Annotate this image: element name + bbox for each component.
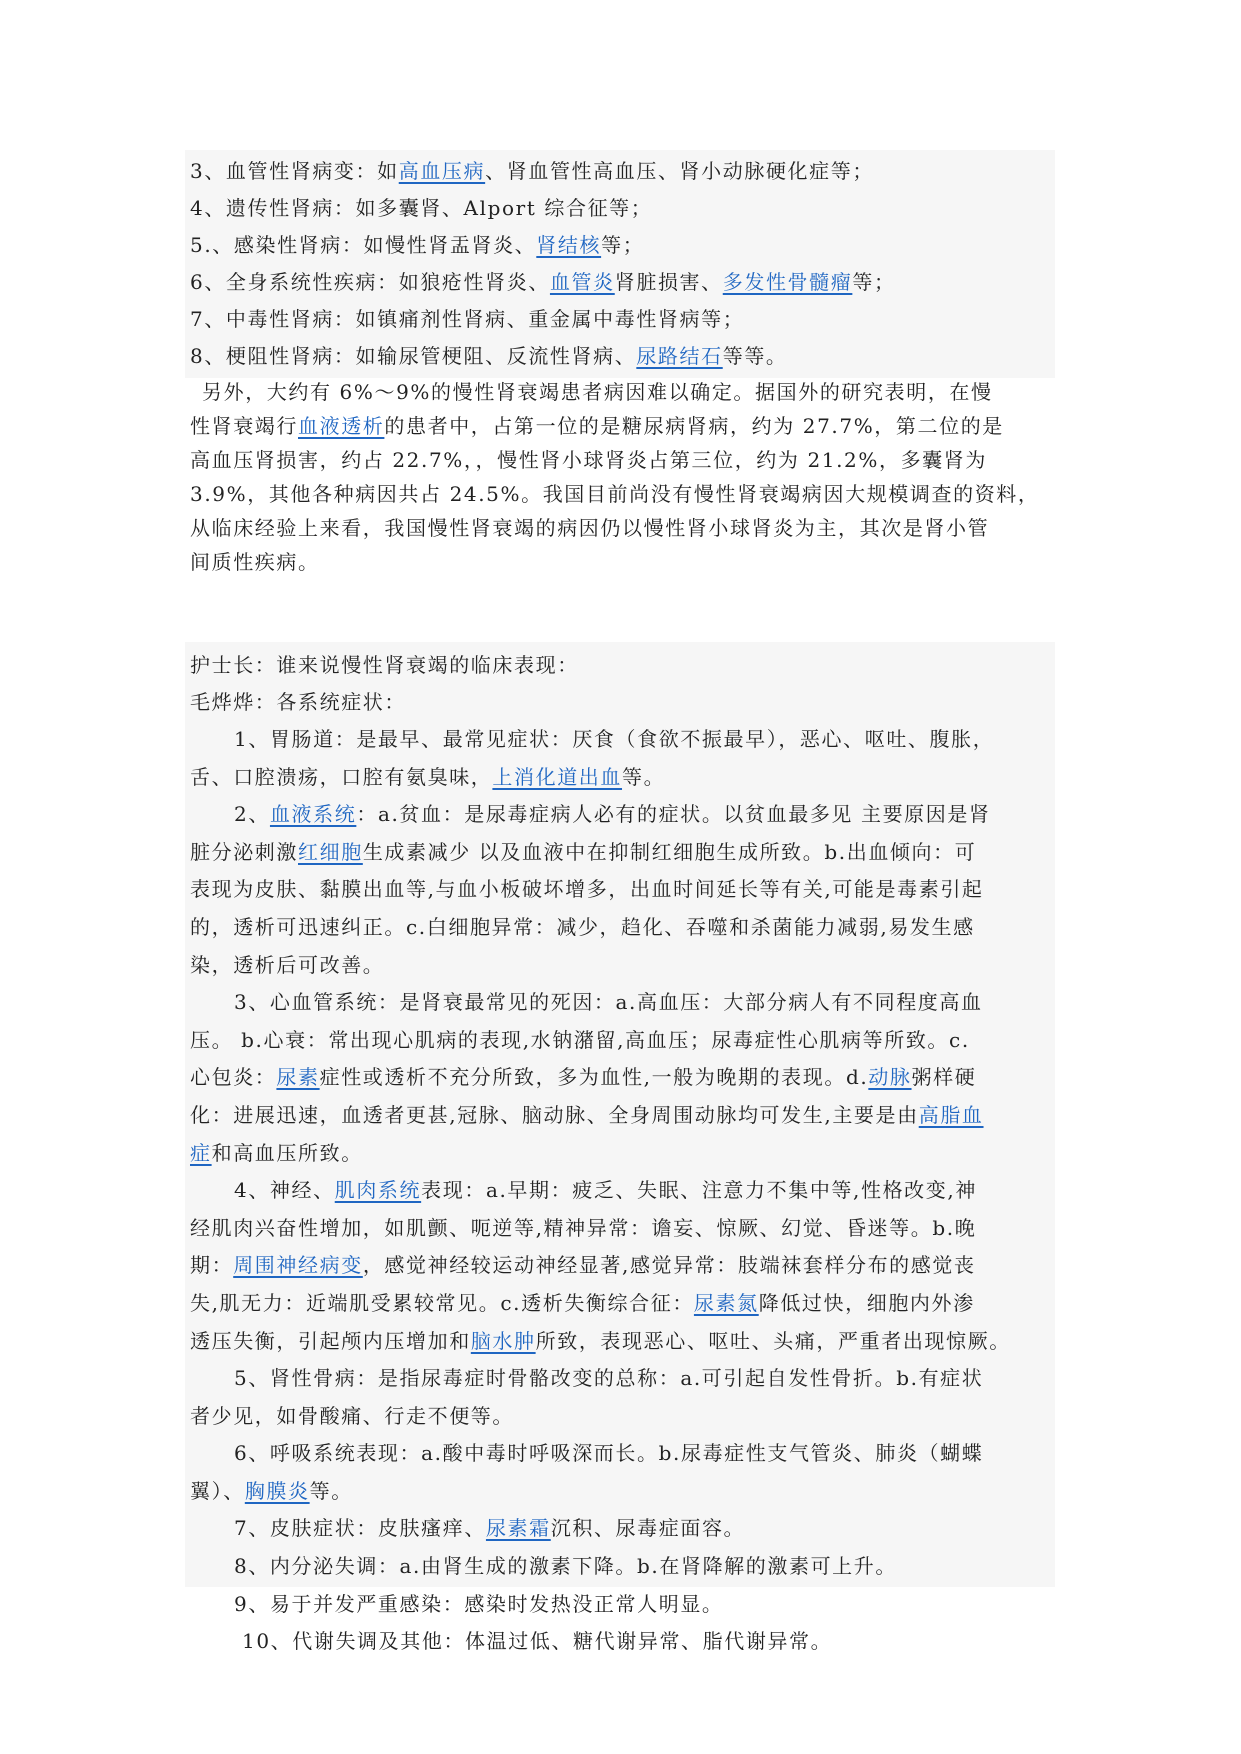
- link-peripheral-neuropathy[interactable]: 周围神经病变: [233, 1253, 363, 1278]
- symptom-line: 1、胃肠道：是最早、最常见症状：厌食（食欲不振最早），恶心、呕吐、腹胀，: [234, 727, 995, 751]
- symptom-line: 的，透析可迅速纠正。c.白细胞异常：减少，趋化、吞噬和杀菌能力减弱,易发生感: [190, 914, 975, 939]
- document-page: [190, 153, 1050, 1661]
- cause-item: 6、全身系统性疾病：如狼疮性肾炎、血管炎肾脏损害、多发性骨髓瘤等；: [190, 270, 896, 294]
- symptom-line: 化：进展迅速，血透者更甚,冠脉、脑动脉、全身周围动脉均可发生,主要是由高脂血: [190, 1102, 984, 1127]
- link-blood-system[interactable]: 血液系统: [269, 802, 357, 827]
- link-hypertension[interactable]: 高血压病: [398, 159, 486, 183]
- symptom-line: 经肌肉兴奋性增加，如肌颤、呃逆等,精神异常：谵妄、惊厥、幻觉、昏迷等。b.晚: [190, 1215, 977, 1240]
- paragraph-line: 另外，大约有 6%～9%的慢性肾衰竭患者病因难以确定。据国外的研究表明，在慢: [202, 380, 993, 404]
- symptom-line: 压。 b.心衰：常出现心肌病的表现,水钠潴留,高血压；尿毒症性心肌病等所致。c.: [190, 1027, 970, 1052]
- symptom-line: 期：周围神经病变，感觉神经较运动神经显著,感觉异常：肢端袜套样分布的感觉丧: [190, 1253, 976, 1278]
- causes-list: [190, 153, 1050, 375]
- paragraph-line: 从临床经验上来看，我国慢性肾衰竭的病因仍以慢性肾小球肾炎为主，其次是肾小管: [190, 516, 990, 540]
- symptom-line: 翼）、胸膜炎等。: [190, 1478, 353, 1503]
- nurse-question: 护士长：谁来说慢性肾衰竭的临床表现：: [190, 653, 579, 677]
- symptom-line: 9、易于并发严重感染：感染时发热没正常人明显。: [234, 1591, 724, 1616]
- symptom-line: 8、内分泌失调：a.由肾生成的激素下降。b.在肾降解的激素可上升。: [234, 1554, 897, 1579]
- link-vasculitis[interactable]: 血管炎: [549, 270, 615, 294]
- link-pleurisy[interactable]: 胸膜炎: [244, 1478, 310, 1503]
- symptom-line: 者少见，如骨酸痛、行走不便等。: [190, 1403, 514, 1428]
- symptom-line: 脏分泌刺激红细胞生成素减少 以及血液中在抑制红细胞生成所致。b.出血倾向：可: [190, 839, 977, 864]
- symptom-line: 4、神经、肌肉系统表现：a.早期：疲乏、失眠、注意力不集中等,性格改变,神: [234, 1178, 977, 1203]
- symptom-line: 10、代谢失调及其他：体温过低、糖代谢异常、脂代谢异常。: [242, 1629, 833, 1654]
- symptom-line: 失,肌无力：近端肌受累较常见。c.透析失衡综合征：尿素氮降低过快，细胞内外渗: [190, 1290, 975, 1315]
- etiology-paragraph: [190, 375, 1050, 579]
- link-gi-bleeding[interactable]: 上消化道出血: [492, 764, 623, 789]
- link-red-blood-cell[interactable]: 红细胞: [298, 839, 363, 864]
- link-hemodialysis[interactable]: 血液透析: [298, 414, 385, 438]
- symptom-line: 2、血液系统：a.贫血：是尿毒症病人必有的症状。以贫血最多见 主要原因是肾: [234, 802, 991, 827]
- paragraph-line: 高血压肾损害，约占 22.7%，，慢性肾小球肾炎占第三位，约为 21.2%，多囊肾为: [190, 448, 987, 472]
- link-artery[interactable]: 动脉: [868, 1065, 912, 1090]
- paragraph-line: 3.9%，其他各种病因共占 24.5%。我国目前尚没有慢性肾衰竭病因大规模调查的资料，: [190, 482, 1040, 506]
- link-urinary-stones[interactable]: 尿路结石: [636, 344, 723, 368]
- link-urea-nitrogen[interactable]: 尿素氮: [693, 1290, 759, 1315]
- link-multiple-myeloma[interactable]: 多发性骨髓瘤: [722, 270, 853, 294]
- student-answer: 毛烨烨：各系统症状：: [190, 690, 406, 714]
- paragraph-line: 间质性疾病。: [190, 550, 320, 574]
- cause-item: 3、血管性肾病变：如高血压病、肾血管性高血压、肾小动脉硬化症等；: [190, 159, 874, 183]
- cause-item: 7、中毒性肾病：如镇痛剂性肾病、重金属中毒性肾病等；: [190, 307, 745, 331]
- symptom-line: 透压失衡，引起颅内压增加和脑水肿所致，表现恶心、呕吐、头痛，严重者出现惊厥。: [190, 1328, 1011, 1353]
- link-hyperlipidemia-cont[interactable]: 症: [190, 1140, 212, 1165]
- link-cerebral-edema[interactable]: 脑水肿: [470, 1328, 536, 1353]
- cause-item: 8、梗阻性肾病：如输尿管梗阻、反流性肾病、尿路结石等等。: [190, 344, 788, 368]
- link-urea[interactable]: 尿素: [276, 1065, 320, 1090]
- blank-gap: [190, 579, 1050, 647]
- symptom-line: 6、呼吸系统表现：a.酸中毒时呼吸深而长。b.尿毒症性支气管炎、肺炎（蝴蝶: [234, 1441, 984, 1466]
- symptom-line: 5、肾性骨病：是指尿毒症时骨骼改变的总称：a.可引起自发性骨折。b.有症状: [234, 1366, 984, 1391]
- link-hyperlipidemia[interactable]: 高脂血: [918, 1102, 984, 1127]
- link-muscle-system[interactable]: 肌肉系统: [334, 1178, 422, 1203]
- symptoms-section: [190, 721, 1050, 1661]
- symptom-line: 染，透析后可改善。: [190, 952, 385, 977]
- cause-item: 4、遗传性肾病：如多囊肾、Alport 综合征等；: [190, 196, 653, 220]
- symptom-line: 7、皮肤症状：皮肤瘙痒、尿素霜沉积、尿毒症面容。: [234, 1516, 746, 1541]
- link-renal-tuberculosis[interactable]: 肾结核: [536, 233, 602, 257]
- symptom-line: 舌、口腔溃疡，口腔有氨臭味，上消化道出血等。: [190, 764, 666, 789]
- symptom-line: 3、心血管系统：是肾衰最常见的死因：a.高血压：大部分病人有不同程度高血: [234, 990, 983, 1015]
- symptom-line: 症和高血压所致。: [190, 1140, 363, 1165]
- cause-item: 5.、感染性肾病：如慢性肾盂肾炎、肾结核等；: [190, 233, 645, 257]
- symptom-line: 心包炎：尿素症性或透析不充分所致，多为血性,一般为晚期的表现。d.动脉粥样硬: [190, 1065, 977, 1090]
- paragraph-line: 性肾衰竭行血液透析的患者中，占第一位的是糖尿病肾病，约为 27.7%，第二位的是: [190, 414, 1004, 438]
- symptom-line: 表现为皮肤、黏膜出血等,与血小板破坏增多，出血时间延长等有关,可能是毒素引起: [190, 877, 984, 902]
- link-urea-frost[interactable]: 尿素霜: [485, 1516, 551, 1541]
